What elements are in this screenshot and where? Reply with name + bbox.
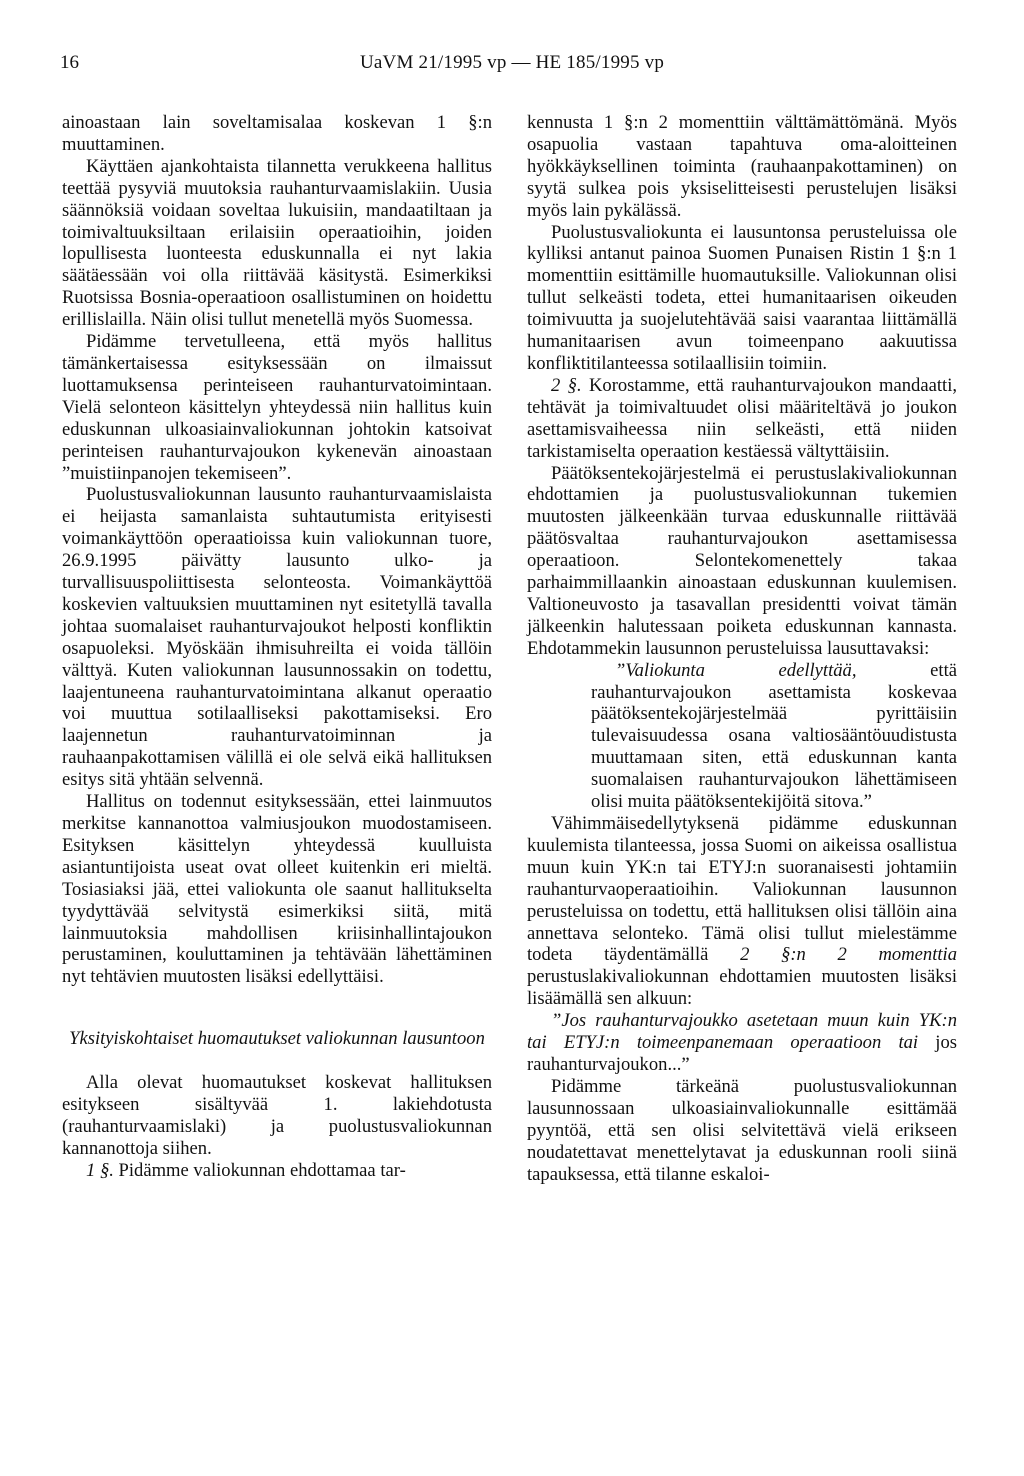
section-heading: Yksityiskohtaiset huomautukset valiokunnan lausuntoon	[69, 1028, 485, 1050]
block-quote	[591, 660, 957, 813]
paragraph	[527, 813, 957, 1010]
italic-ref: 2 §:n 2 momenttia	[740, 944, 957, 966]
paragraph: ainoastaan lain soveltamisalaa koskevan 1 §:n muuttaminen.	[62, 112, 492, 155]
paragraph: Pidämme tervetulleena, että myös hallitus tämänkertaisessa esityksessään on ilmaissut luottamuksensa perinteiseen rauhanturvatoimintaan. Vielä selonteon käsittelyn yhteydessä niin hallitus kuin eduskunnan ulkoasiainvaliokunnan johtokin katsoivat perinteisen rauhanturvajoukon kykenevän ainoastaan ”muistiinpanojen tekemiseen”.	[62, 331, 492, 484]
right-column	[527, 112, 957, 1185]
paragraph: Pidämme tärkeänä puolustusvaliokunnan lausunnossaan ulkoasiainvaliokunnalle esittämää pyyntöä, että sen olisi selvitettävä vielä erikseen noudatettavat menettelytavat ja eduskunnan rooli siinä tapauksessa, että tilanne eskaloi-	[527, 1075, 957, 1185]
paragraph	[62, 1160, 492, 1182]
block-quote	[527, 1010, 957, 1076]
page-number: 16	[60, 52, 79, 73]
paragraph: Hallitus on todennut esityksessään, ettei lainmuutos merkitse kannanottoa valmiusjoukon muodostamiseen. Esityksen käsittelyn yhteydessä kuulluista asiantuntijoista useat ovat olleet kuitenkin eri mieltä. Tosiasiaksi jää, ettei valiokunta ole saanut hallitukselta tyydyttävää selvitystä esimerkiksi siitä, mitä lainmuutoksia mahdollisen kriisinhallintajoukon perustaminen, kouluttaminen ja tehtävään lähettäminen nyt tehtävien muutosten lisäksi edellyttäisi.	[62, 791, 492, 988]
paragraph: Alla olevat huomautukset koskevat hallituksen esitykseen sisältyvää 1. lakiehdotusta (rauhanturvaamislaki) ja puolustusvaliokunnan kannanottoja siihen.	[62, 1072, 492, 1159]
quote-lead: ”Valiokunta edellyttää,	[615, 659, 857, 681]
paragraph: Puolustusvaliokunta ei lausuntonsa perusteluissa ole kylliksi antanut painoa Suomen Punaisen Ristin 1 §:n 1 momenttiin esittämille huomautuksille. Valiokunnan olisi tullut selkeästi todeta, ettei humanitaarisen oikeuden toimivuutta ja suojelutehtävää saisi vaarantaa liittämällä humanitaarisen avun toimeenpano aakuutissa konfliktitilanteessa sotilaallisiin toimiin.	[527, 221, 957, 374]
quote-text: että rauhanturvajoukon asettamista koskevaa päätöksentekojärjestelmää pyrittäisiin tulevaisuudessa osana valtiosääntöuudistusta muuttamaan siten, että eduskunnan kanta suomalaisen rauhanturvajoukon lähettämiseen olisi muita päätöksentekijöitä sitova.”	[591, 659, 957, 813]
paragraph-text: Vähimmäisedellytyksenä pidämme eduskunnan kuulemista tilanteessa, jossa Suomi on aikeissa osallistua muun kuin YK:n tai ETYJ:n suoranaisesti johtamiin rauhanturvaoperaatioihin. Valiokunnan lausunnon perusteluissa on todettu, että hallituksen olisi tällöin aina annettava selonteko. Tämä olisi tullut mielestämme todeta täydentämällä	[527, 813, 957, 966]
quote-lead: ”Jos rauhanturvajoukko asetetaan muun kuin YK:n tai ETYJ:n toimeenpanemaan operaatioon tai	[527, 1010, 957, 1054]
page-header	[60, 52, 964, 78]
quote-text: jos rauhanturvajoukon...”	[527, 1032, 957, 1075]
paragraph: Päätöksentekojärjestelmä ei perustuslakivaliokunnan ehdottamien ja puolustusvaliokunnan tukemien muutosten jälkeenkään turvaa eduskunnalle riittävää päätösvaltaa rauhanturvajoukon asettamisessa operaatioon. Selontekomenettely takaa parhaimmillaankin ainoastaan eduskunnan kuulemisen. Valtioneuvosto ja tasavallan presidentti voivat tämän jälkeenkin halutessaan poiketa eduskunnan kannasta. Ehdotammekin lausunnon perusteluissa lausuttavaksi:	[527, 462, 957, 659]
paragraph: Puolustusvaliokunnan lausunto rauhanturvaamislaista ei heijasta samanlaista suhtautumista erityisesti voimankäyttöön operaatioissa kuin valiokunnan tuore, 26.9.1995 päivätty lausunto ulko- ja turvallisuuspoliittisesta selonteosta. Voimankäyttöä koskevien valtuuksien muuttaminen nyt esitetyllä tavalla johtaa suomalaiset rauhanturvajoukot helposti konfliktin osapuoleksi. Myöskään ihmisuhreilta ei voida tällöin välttyä. Kuten valiokunnan lausunnossakin on todettu, laajentuneena rauhanturvatoimintana alkanut operaatio voi muuttua sotilaalliseksi pakottamiseksi. Ero laajennetun rauhanturvatoiminnan ja rauhaanpakottamisen välillä ei ole selvä eikä hallituksen esitys sitä yhtään selvennä.	[62, 484, 492, 791]
left-column	[62, 112, 492, 1182]
paragraph-text: perustuslakivaliokunnan ehdottamien muutosten lisäksi lisäämällä sen alkuun:	[527, 966, 957, 1010]
paragraph: kennusta 1 §:n 2 momenttiin välttämättömänä. Myös osapuolia vastaan tapahtuva oma-aloitteinen hyökkäyksellinen toiminta (rauhaanpakottaminen) on syytä sulkea pois yksiselitteisesti perustelujen lisäksi myös lain pykälässä.	[527, 112, 957, 221]
section-ref: 2 §.	[551, 374, 582, 396]
running-head: UaVM 21/1995 vp — HE 185/1995 vp	[359, 52, 665, 73]
section-ref: 1 §.	[86, 1159, 114, 1181]
paragraph-text: Korostamme, että rauhanturvajoukon mandaatti, tehtävät ja toimivaltuudet olisi määriteltävä jo joukon asettamisvaiheessa niin selkeästi, että niiden tarkistamiselta operaation kestäessä vältyttäisiin.	[527, 374, 958, 462]
paragraph-text: Pidämme valiokunnan ehdottamaa tar-	[113, 1159, 406, 1181]
paragraph	[527, 375, 957, 463]
paragraph: Käyttäen ajankohtaista tilannetta verukkeena hallitus teettää pysyviä muutoksia rauhanturvaamislakiin. Uusia säännöksiä voidaan soveltaa lukuisiin, mandaatiltaan ja toimivaltuuksiltaan erilaisiin operaatioihin, joiden lopullisesta luonteesta eduskunnalla ei nyt lakia säätäessään voi olla riittävää käsitystä. Esimerkiksi Ruotsissa Bosnia-operaatioon osallistuminen on hoidettu erillislailla. Näin olisi tullut menetellä myös Suomessa.	[62, 155, 492, 331]
